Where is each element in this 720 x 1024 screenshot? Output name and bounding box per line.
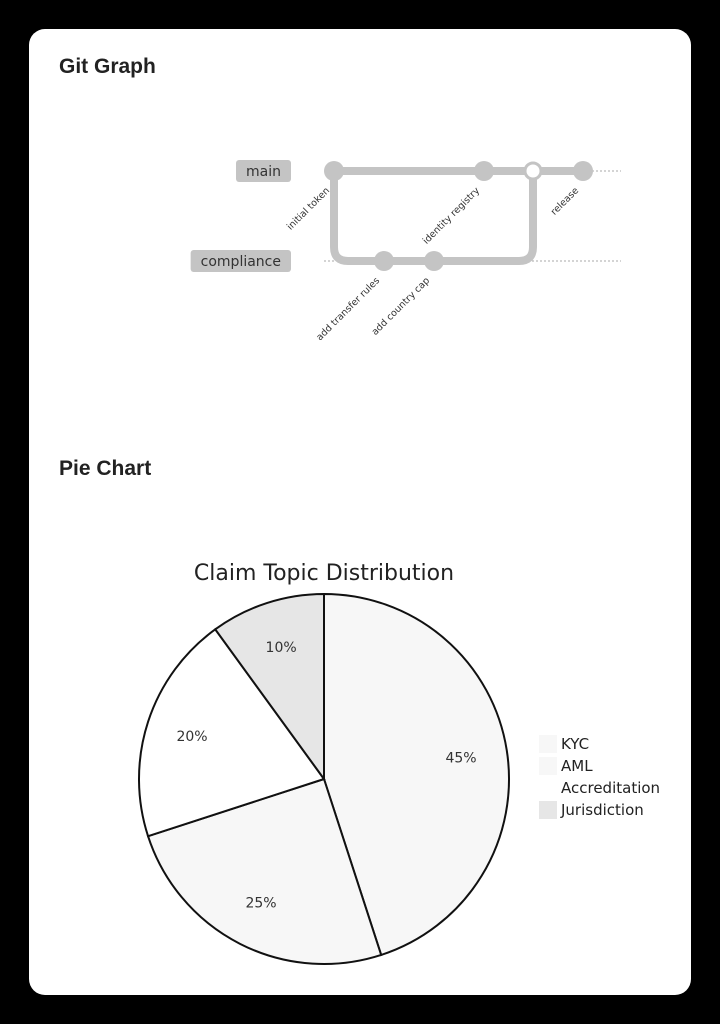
legend-label: AML (561, 757, 593, 775)
commit-label: identity registry (420, 185, 483, 247)
slice-percent-label: 45% (445, 750, 477, 767)
slice-percent-label: 20% (176, 729, 208, 746)
chart-title: Claim Topic Distribution (193, 561, 455, 586)
legend-swatch-jurisdiction (539, 801, 557, 819)
branch-name: main (246, 164, 281, 180)
pie-chart (29, 29, 691, 995)
legend-label: KYC (561, 735, 590, 753)
diagram-card (29, 29, 691, 995)
commit-label: add country cap (369, 275, 433, 338)
slice-percent-label: 10% (265, 640, 297, 657)
commit-label: release (548, 185, 582, 218)
legend-swatch-kyc (539, 735, 557, 753)
slice-percent-label: 25% (245, 895, 277, 912)
legend-label: Accreditation (561, 779, 661, 797)
commit-label: add transfer rules (314, 275, 383, 344)
branch-name: compliance (200, 254, 281, 270)
legend-swatch-accreditation (539, 779, 557, 797)
git-graph-title: Git Graph (59, 55, 156, 78)
legend-label: Jurisdiction (561, 801, 644, 819)
legend-swatch-aml (539, 757, 557, 775)
commit-label: initial token (284, 185, 333, 233)
pie-chart-title: Pie Chart (59, 457, 152, 480)
